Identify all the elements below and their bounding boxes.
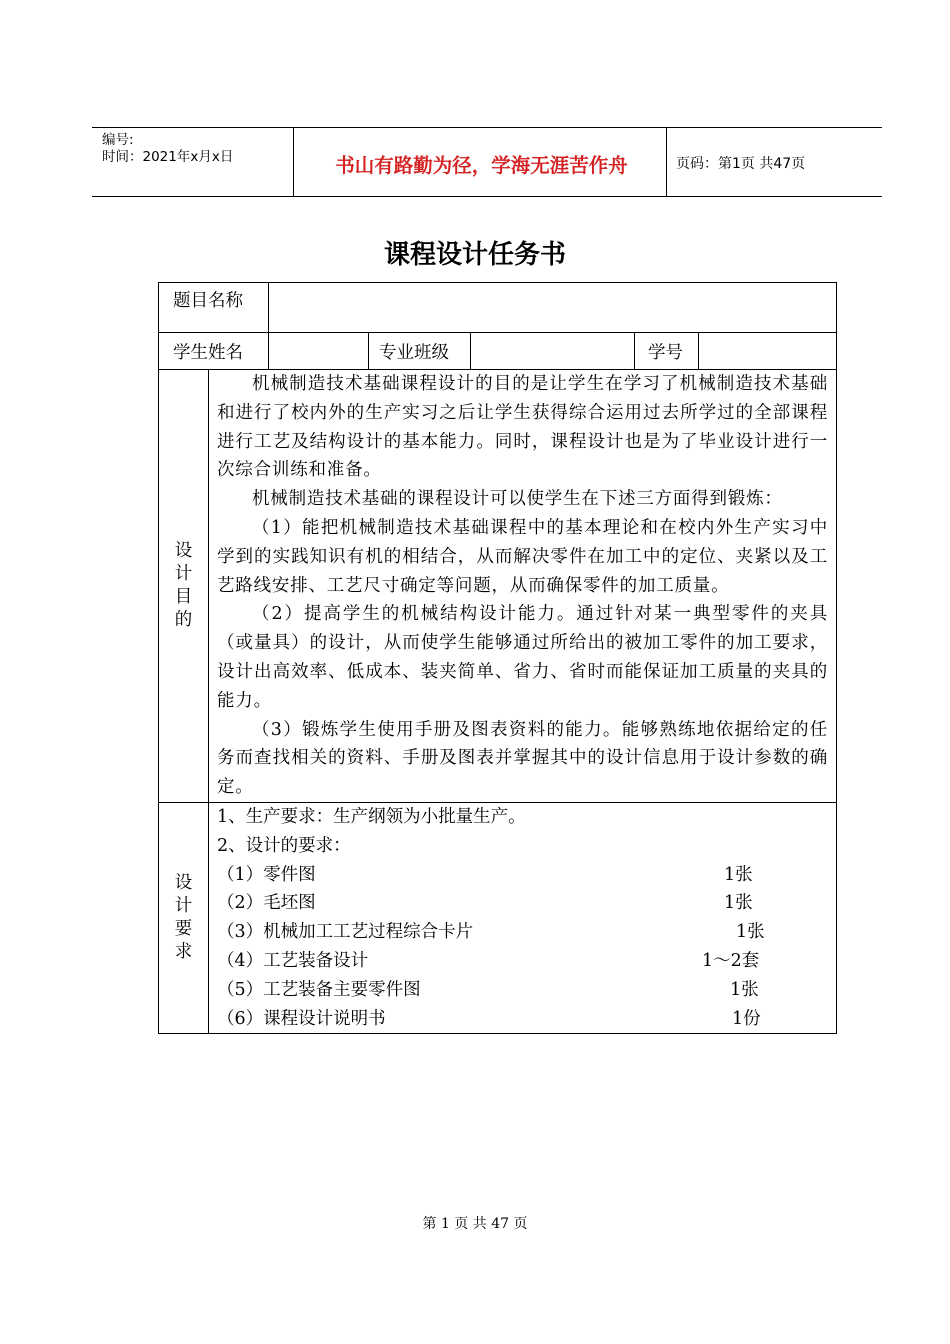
student-name-value-cell[interactable] xyxy=(269,333,369,370)
student-id-label: 学号 xyxy=(635,333,699,370)
class-label: 专业班级 xyxy=(369,333,471,370)
student-row xyxy=(159,333,837,370)
topic-row xyxy=(159,283,837,333)
purpose-label-char: 目 xyxy=(174,586,193,607)
purpose-paragraph: （2）提高学生的机械结构设计能力。通过针对某一典型零件的夹具（或量具）的设计，从而使学生能够通过所给出的被加工零件的加工要求，设计出高效率、低成本、装夹简单、省力、省时而能保证加工质量的夹具的能力。 xyxy=(217,604,829,711)
requirement-item-name: （4）工艺装备设计 xyxy=(217,950,369,971)
requirement-item xyxy=(217,889,830,918)
requirements-content xyxy=(209,802,837,1033)
class-value-cell[interactable] xyxy=(471,333,635,370)
requirement-item-qty: 1张 xyxy=(730,979,759,1000)
document-header xyxy=(92,127,882,197)
requirement-item-qty: 1份 xyxy=(732,1008,761,1029)
topic-value-cell[interactable] xyxy=(269,283,837,333)
page-footer: 第 1 页 共 47 页 xyxy=(422,1216,528,1232)
header-divider xyxy=(293,128,294,196)
header-meta xyxy=(102,132,233,166)
purpose-row xyxy=(159,370,837,803)
requirement-item-qty: 1张 xyxy=(724,864,753,885)
requirement-item xyxy=(217,861,830,890)
requirement-item-qty: 1张 xyxy=(736,922,765,943)
requirement-item xyxy=(217,976,830,1005)
requirement-item xyxy=(217,947,830,976)
purpose-paragraph: （1）能把机械制造技术基础课程中的基本理论和在校内外生产实习中学到的实践知识有机的相结合，从而解决零件在加工中的定位、夹紧以及工艺路线安排、工艺尺寸确定等问题，从而确保零件的加工质量。 xyxy=(217,517,829,596)
requirements-label xyxy=(159,802,209,1033)
requirement-item-name: （2）毛坯图 xyxy=(217,893,316,914)
document-number-label: 编号: xyxy=(102,132,134,148)
purpose-paragraph: 机械制造技术基础的课程设计可以使学生在下述三方面得到锻炼： xyxy=(252,489,783,510)
requirements-line: 1、生产要求：生产纲领为小批量生产。 xyxy=(217,806,526,827)
task-table xyxy=(158,282,837,1034)
requirement-item-name: （1）零件图 xyxy=(217,864,316,885)
requirement-item-qty: 1张 xyxy=(724,893,753,914)
requirement-item xyxy=(217,1005,830,1034)
requirements-label-char: 计 xyxy=(174,896,193,917)
requirements-row xyxy=(159,802,837,1033)
requirement-item-name: （3）机械加工工艺过程综合卡片 xyxy=(217,922,474,943)
student-id-value-cell[interactable] xyxy=(699,333,837,370)
purpose-content xyxy=(209,370,837,803)
purpose-label-char: 设 xyxy=(174,540,193,561)
student-name-label: 学生姓名 xyxy=(159,333,269,370)
requirements-line: 2、设计的要求： xyxy=(217,835,351,856)
requirements-label-char: 设 xyxy=(174,873,193,894)
requirement-item xyxy=(217,918,830,947)
topic-label: 题目名称 xyxy=(159,283,269,333)
document-title: 课程设计任务书 xyxy=(383,240,566,270)
document-time-label: 时间：2021年x月x日 xyxy=(102,149,234,165)
requirements-label-char: 要 xyxy=(174,919,193,940)
purpose-paragraph: 机械制造技术基础课程设计的目的是让学生在学习了机械制造技术基础和进行了校内外的生产实习之后让学生获得综合运用过去所学过的全部课程进行工艺及结构设计的基本能力。同时，课程设计也是为了毕业设计进行一次综合训练和准备。 xyxy=(217,374,829,481)
header-motto: 书山有路勤为径，学海无涯苦作舟 xyxy=(335,154,628,177)
requirement-item-name: （5）工艺装备主要零件图 xyxy=(217,979,421,1000)
header-page-info: 页码：第1页 共47页 xyxy=(676,156,806,172)
requirement-item-name: （6）课程设计说明书 xyxy=(217,1008,386,1029)
purpose-paragraph: （3）锻炼学生使用手册及图表资料的能力。能够熟练地依据给定的任务而查找相关的资料、手册及图表并掌握其中的设计信息用于设计参数的确定。 xyxy=(217,719,829,798)
purpose-label-char: 的 xyxy=(174,609,193,630)
requirements-label-char: 求 xyxy=(174,942,193,963)
purpose-label xyxy=(159,370,209,803)
requirement-item-qty: 1～2套 xyxy=(702,950,760,971)
purpose-label-char: 计 xyxy=(174,563,193,584)
header-divider xyxy=(666,128,667,196)
